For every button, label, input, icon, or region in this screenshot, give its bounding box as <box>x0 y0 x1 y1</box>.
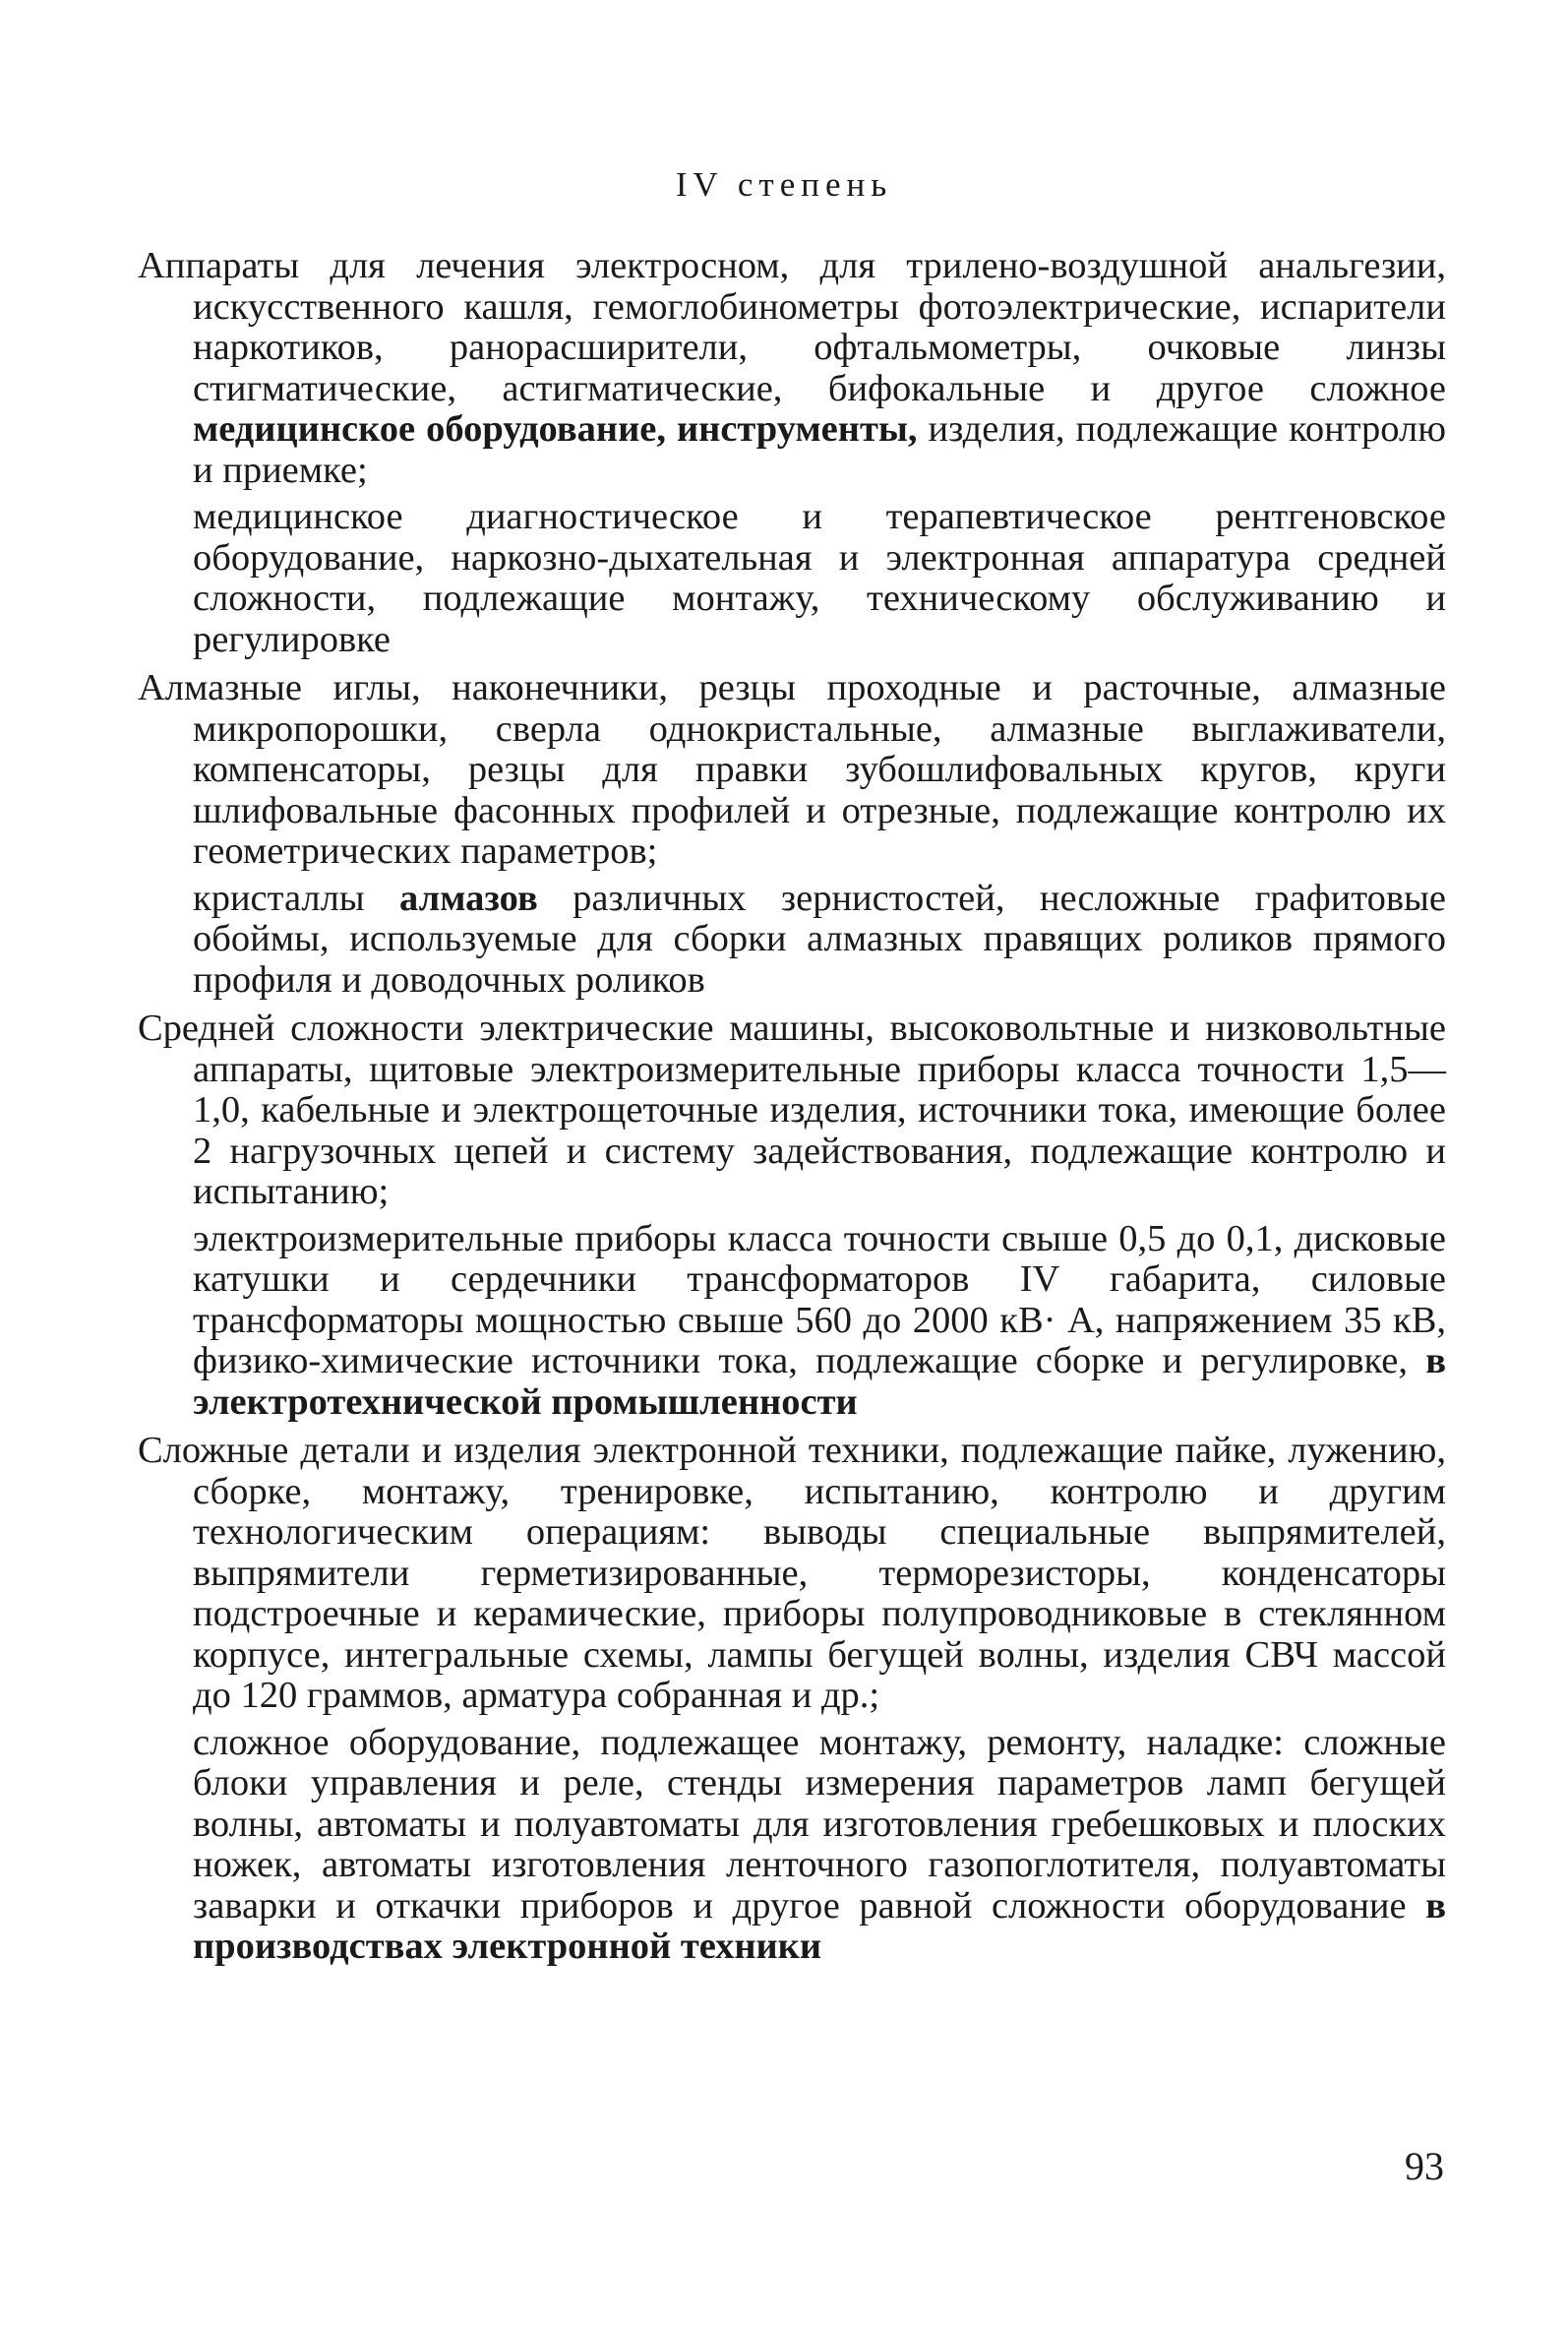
item-bold-text: медицинское оборудование, инструменты, <box>193 408 918 450</box>
item-text: Сложные детали и изделия электронной техники, подлежащие пайке, лужению, сборке, монтажу, тренировке, испытанию, контролю и другим технологическим операциям: выводы специальные выпрямителей, выпрямители герметизированные, терморезисторы, конденсаторы подстроечные и керамические, приборы полупроводниковые в стеклянном корпусе, интегральные схемы, лампы бегущей волны, изделия СВЧ массой до 120 граммов, арматура собранная и др.; <box>138 1430 1446 1716</box>
item-continuation <box>193 1723 1446 1968</box>
item-text: электроизмерительные приборы класса точности свыше 0,5 до 0,1, дисковые катушки и сердечники трансформаторов IV габарита, силовые трансформаторы мощностью свыше 560 до 2000 кВ· А, напряжением 35 кВ, физико-химические источники тока, подлежащие сборке и регулировке, <box>193 1217 1446 1381</box>
item-continuation <box>193 879 1446 1002</box>
page-body <box>138 246 1446 1976</box>
item-continuation <box>193 1219 1446 1424</box>
section-heading: IV степень <box>675 165 893 204</box>
list-item-diamond <box>138 668 1446 1001</box>
item-bold-text: алмазов <box>399 877 538 919</box>
item-text: изделия, подлежащие контролю и приемке; <box>193 408 1447 491</box>
list-item-electronic <box>138 1431 1446 1968</box>
page-number: 93 <box>1405 2144 1444 2188</box>
list-item-medical <box>138 246 1446 660</box>
item-text: Алмазные иглы, наконечники, резцы проходные и расточные, алмазные микропорошки, сверла однокристальные, алмазные выглаживатели, компенсаторы, резцы для правки зубошлифовальных кругов, круги шлифовальные фасонных профилей и отрезные, подлежащие контролю их геометрических параметров; <box>138 667 1446 872</box>
item-bold-text: в производствах электронной техники <box>193 1884 1446 1967</box>
item-text: различных зернистостей, несложные графитовые обоймы, используемые для сборки алмазных правящих роликов прямого профиля и доводочных роликов <box>193 877 1446 1001</box>
item-text: Средней сложности электрические машины, высоковольтные и низковольтные аппараты, щитовые электроизмерительные приборы класса точности 1,5—1,0, кабельные и электрощеточные изделия, источники тока, имеющие более 2 нагрузочных цепей и систему задействования, подлежащие контролю и испытанию; <box>138 1008 1446 1212</box>
item-text: Аппараты для лечения электросном, для трилено-воздушной анальгезии, искусственного кашля, гемоглобинометры фотоэлектрические, испарители наркотиков, ранорасширители, офтальмометры, очковые линзы стигматические, астигматические, бифокальные и другое сложное <box>138 245 1446 409</box>
item-text: сложное оборудование, подлежащее монтажу, ремонту, наладке: сложные блоки управления и реле, стенды измерения параметров ламп бегущей волны, автоматы и полуавтоматы для изготовления гребешковых и плоских ножек, автоматы изготовления ленточного газопоглотителя, полуавтоматы заварки и откачки приборов и другое равной сложности оборудование <box>193 1721 1446 1927</box>
list-item-electrical <box>138 1009 1446 1423</box>
item-text: кристаллы <box>193 877 400 919</box>
item-continuation: медицинское диагностическое и терапевтическое рентгеновское оборудование, наркозно-дыхательная и электронная аппаратура средней сложности, подлежащие монтажу, техническому обслуживанию и регулировке <box>193 496 1446 660</box>
item-bold-text: в электротехнической промышленности <box>193 1340 1446 1423</box>
